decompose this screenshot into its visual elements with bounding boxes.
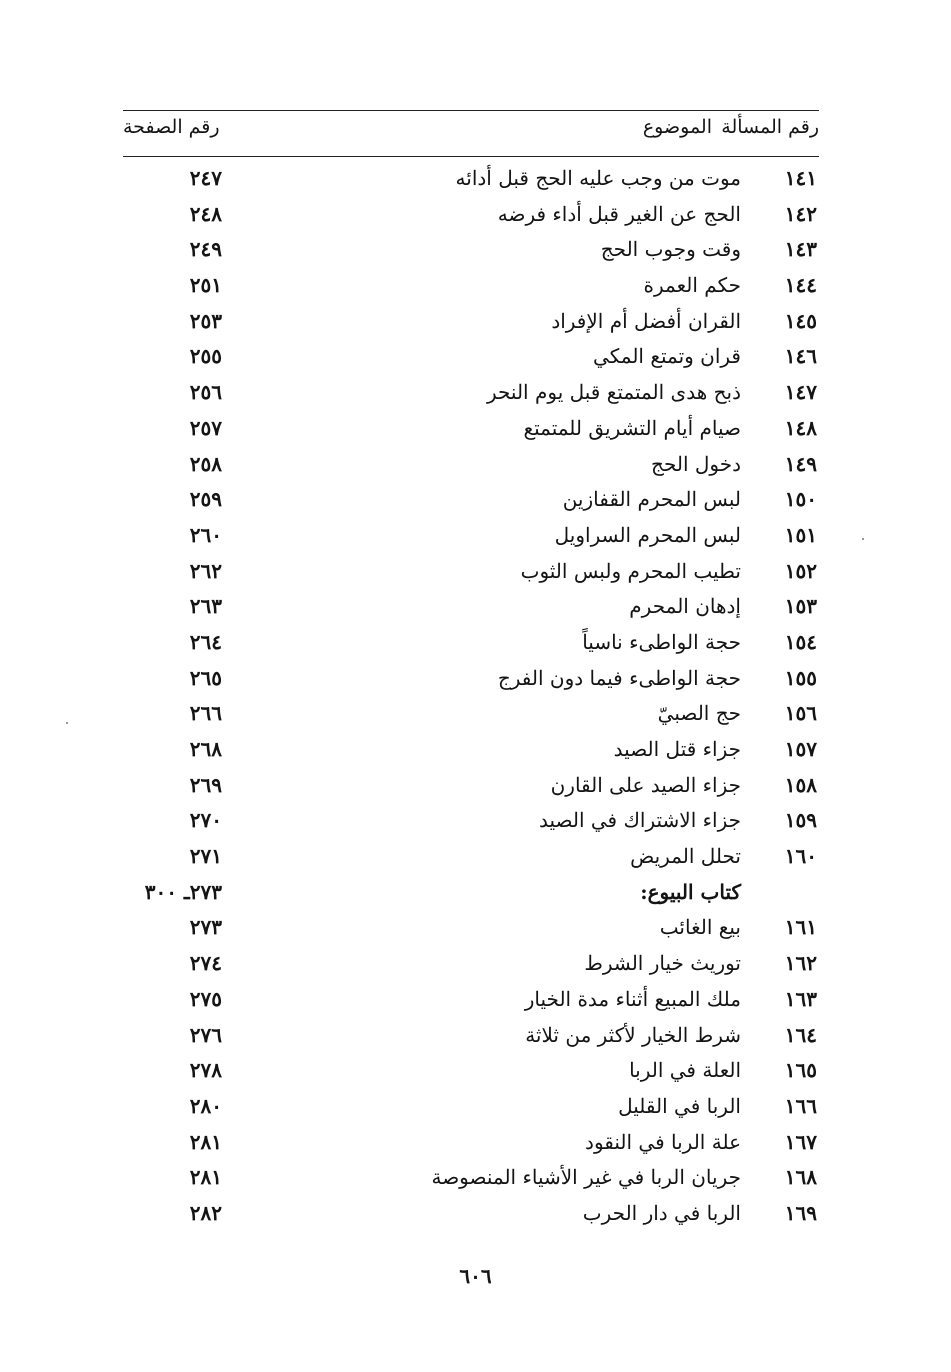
topic-title: حجة الواطىء فيما دون الفرج xyxy=(497,665,741,690)
index-row xyxy=(0,983,951,1019)
page-number: ٢٨١ xyxy=(189,1165,222,1190)
index-row xyxy=(0,162,951,198)
page-number-column-header: رقم الصفحة xyxy=(123,116,220,138)
issue-number: ١٦٥ xyxy=(784,1058,817,1083)
issue-number: ١٥٢ xyxy=(784,558,817,583)
topic-title: شرط الخيار لأكثر من ثلاثة xyxy=(525,1022,741,1047)
index-row xyxy=(0,412,951,448)
page-folio-number: ٦٠٦ xyxy=(459,1264,492,1288)
section-title: كتاب البيوع: xyxy=(640,879,741,904)
issue-number: ١٤٦ xyxy=(784,344,817,369)
page-number: ٢٤٨ xyxy=(189,201,222,226)
page-number: ٢٥٣ xyxy=(189,308,222,333)
topic-title: الحج عن الغير قبل أداء فرضه xyxy=(497,201,741,226)
issue-number: ١٦٤ xyxy=(784,1022,817,1047)
index-row xyxy=(0,233,951,269)
topic-title: ملك المبيع أثناء مدة الخيار xyxy=(524,986,741,1011)
index-row xyxy=(0,840,951,876)
issue-number: ١٦١ xyxy=(784,915,817,940)
page-number: ٢٦٥ xyxy=(189,665,222,690)
page-number: ٢٦٢ xyxy=(189,558,222,583)
index-row xyxy=(0,697,951,733)
issue-number: ١٦٠ xyxy=(784,844,817,869)
page-number: ٢٧١ xyxy=(189,844,222,869)
index-row xyxy=(0,1161,951,1197)
index-row xyxy=(0,947,951,983)
page-number: ٢٧٦ xyxy=(189,1022,222,1047)
index-row xyxy=(0,804,951,840)
page-number: ٢٦٩ xyxy=(189,772,222,797)
index-row xyxy=(0,483,951,519)
issue-number: ١٥٨ xyxy=(784,772,817,797)
issue-number: ١٥٦ xyxy=(784,701,817,726)
topic-title: علة الربا في النقود xyxy=(585,1129,741,1154)
index-row xyxy=(0,269,951,305)
issue-number-column-header: رقم المسألة xyxy=(721,116,819,138)
table-header xyxy=(123,114,819,150)
page-number: ٢٧٤ xyxy=(189,951,222,976)
index-row xyxy=(0,376,951,412)
index-row xyxy=(0,1019,951,1055)
topic-title: صيام أيام التشريق للمتمتع xyxy=(523,415,741,440)
topic-title: الربا في دار الحرب xyxy=(582,1200,741,1225)
page-number: ٢٧٨ xyxy=(189,1058,222,1083)
index-row xyxy=(0,448,951,484)
section-heading-row xyxy=(0,876,951,912)
index-table-body xyxy=(0,162,951,1233)
page-number: ٢٧٣ xyxy=(189,915,222,940)
issue-number: ١٦٢ xyxy=(784,951,817,976)
page-number: ٢٨٠ xyxy=(189,1093,222,1118)
scan-speck xyxy=(862,538,864,540)
topic-title: تطيب المحرم ولبس الثوب xyxy=(520,558,741,583)
index-row xyxy=(0,1090,951,1126)
topic-title: جزاء قتل الصيد xyxy=(613,737,741,761)
page-number: ٢٦٨ xyxy=(189,737,222,761)
index-row xyxy=(0,911,951,947)
index-row xyxy=(0,340,951,376)
issue-number: ١٤٩ xyxy=(784,451,817,476)
topic-title: حجة الواطىء ناسياً xyxy=(582,629,741,654)
page-number: ٢٧٣ـ ٣٠٠ xyxy=(144,879,222,904)
topic-title: حج الصبيّ xyxy=(657,701,741,726)
issue-number: ١٥٥ xyxy=(784,665,817,690)
index-row xyxy=(0,1054,951,1090)
topic-title: ذبح هدى المتمتع قبل يوم النحر xyxy=(486,380,741,405)
issue-number: ١٦٧ xyxy=(784,1129,817,1154)
index-row xyxy=(0,733,951,769)
scan-speck xyxy=(66,722,68,724)
topic-title: الربا في القليل xyxy=(618,1093,741,1118)
page-number: ٢٤٩ xyxy=(189,237,222,262)
page-number: ٢٦٣ xyxy=(189,594,222,619)
topic-title: تحلل المريض xyxy=(630,844,741,869)
page-number: ٢٤٧ xyxy=(189,166,222,190)
issue-number: ١٤٣ xyxy=(784,237,817,262)
index-row xyxy=(0,555,951,591)
topic-title: القران أفضل أم الإفراد xyxy=(551,308,741,333)
issue-number: ١٥٤ xyxy=(784,629,817,654)
topic-title: توريث خيار الشرط xyxy=(584,951,741,976)
index-row xyxy=(0,590,951,626)
topic-column-header: الموضوع xyxy=(642,116,712,138)
topic-title: جريان الربا في غير الأشياء المنصوصة xyxy=(431,1165,741,1190)
topic-title: جزاء الاشتراك في الصيد xyxy=(538,808,741,833)
page-number: ٢٥١ xyxy=(189,273,222,298)
page-number: ٢٦٤ xyxy=(189,629,222,654)
index-row xyxy=(0,1126,951,1162)
header-bottom-rule xyxy=(123,156,819,157)
page-number: ٢٦٠ xyxy=(189,522,222,547)
page-number: ٢٥٥ xyxy=(189,344,222,369)
topic-title: بيع الغائب xyxy=(659,915,741,940)
issue-number: ١٤٢ xyxy=(784,201,817,226)
issue-number: ١٦٩ xyxy=(784,1200,817,1225)
topic-title: لبس المحرم السراويل xyxy=(554,522,741,547)
issue-number: ١٦٦ xyxy=(784,1093,817,1118)
page-number: ٢٥٨ xyxy=(189,451,222,476)
topic-title: وقت وجوب الحج xyxy=(600,237,741,262)
index-row xyxy=(0,662,951,698)
topic-title: قران وتمتع المكي xyxy=(593,344,741,369)
page-number: ٢٧٥ xyxy=(189,986,222,1011)
page-number: ٢٨٢ xyxy=(189,1200,222,1225)
page-number: ٢٨١ xyxy=(189,1129,222,1154)
issue-number: ١٦٨ xyxy=(784,1165,817,1190)
index-row xyxy=(0,519,951,555)
issue-number: ١٤٥ xyxy=(784,308,817,333)
topic-title: جزاء الصيد على القارن xyxy=(550,772,741,797)
index-row xyxy=(0,305,951,341)
issue-number: ١٤٨ xyxy=(784,415,817,440)
index-row xyxy=(0,198,951,234)
index-row xyxy=(0,626,951,662)
header-top-rule xyxy=(123,110,819,111)
topic-title: موت من وجب عليه الحج قبل أدائه xyxy=(455,166,741,190)
page-number: ٢٦٦ xyxy=(189,701,222,726)
page-number: ٢٥٩ xyxy=(189,487,222,512)
topic-title: إدهان المحرم xyxy=(629,594,741,619)
topic-title: حكم العمرة xyxy=(643,273,741,298)
issue-number: ١٤٧ xyxy=(784,380,817,405)
issue-number: ١٤١ xyxy=(784,166,817,190)
index-row xyxy=(0,769,951,805)
page-number: ٢٥٧ xyxy=(189,415,222,440)
issue-number: ١٥٠ xyxy=(784,487,817,512)
issue-number: ١٤٤ xyxy=(784,273,817,298)
issue-number: ١٥٩ xyxy=(784,808,817,833)
issue-number: ١٥٧ xyxy=(784,737,817,761)
index-row xyxy=(0,1197,951,1233)
issue-number: ١٥٣ xyxy=(784,594,817,619)
topic-title: لبس المحرم القفازين xyxy=(562,487,741,512)
issue-number: ١٦٣ xyxy=(784,986,817,1011)
page-number: ٢٧٠ xyxy=(189,808,222,833)
issue-number: ١٥١ xyxy=(784,522,817,547)
topic-title: دخول الحج xyxy=(651,451,741,476)
topic-title: العلة في الربا xyxy=(629,1058,741,1083)
page-number: ٢٥٦ xyxy=(189,380,222,405)
